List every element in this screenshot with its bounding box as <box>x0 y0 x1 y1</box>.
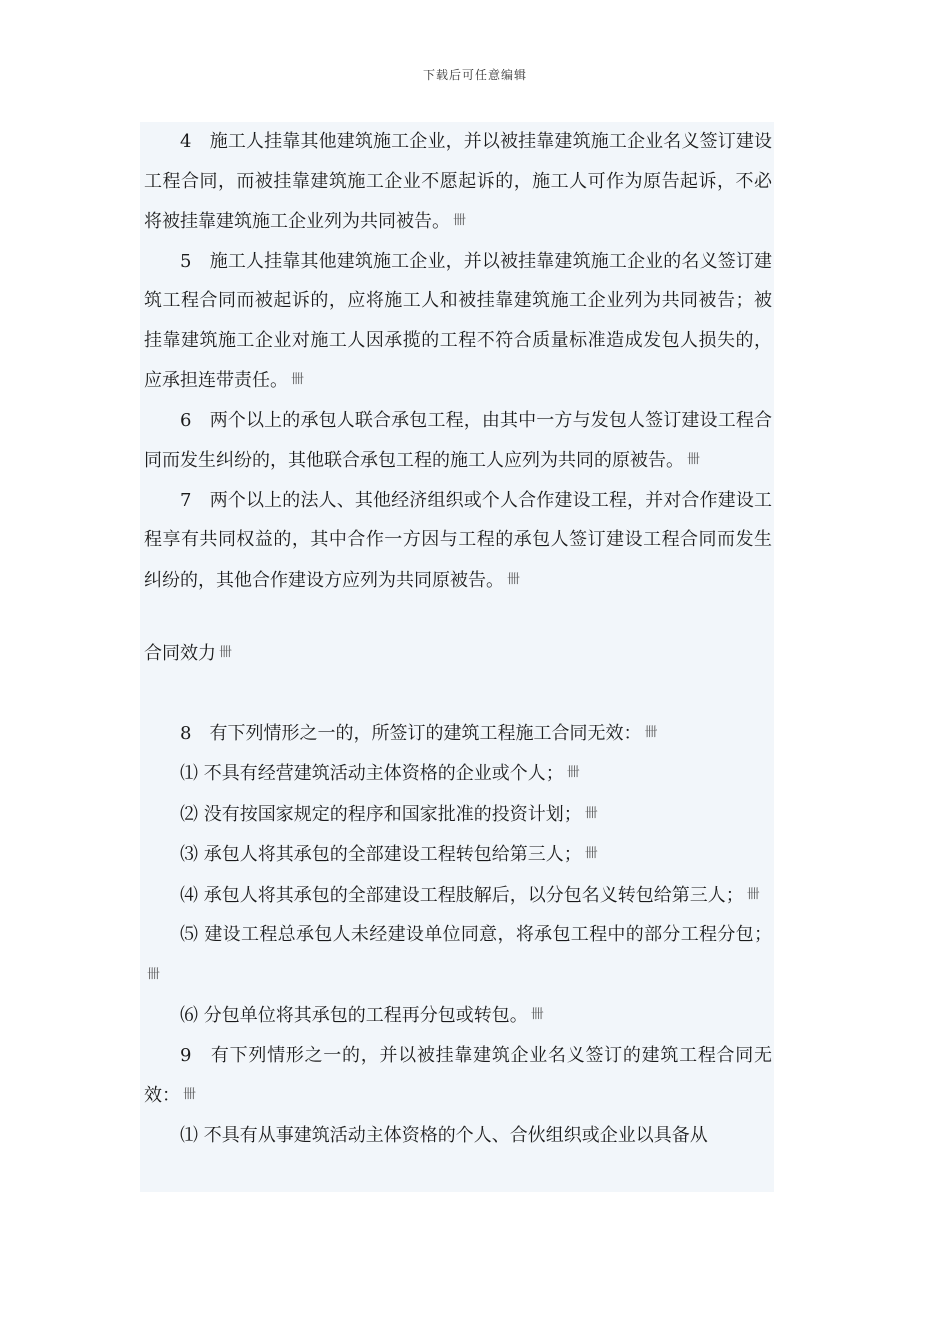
clause-text: ⑹ 分包单位将其承包的工程再分包或转包。 <box>180 1005 528 1026</box>
section-heading <box>144 633 772 674</box>
paragraph-6 <box>144 401 772 481</box>
clause-text: ⑷ 承包人将其承包的全部建设工程肢解后，以分包名义转包给第三人； <box>180 884 744 906</box>
clause-8-item-2 <box>144 794 772 835</box>
document-body <box>140 122 774 1192</box>
paragraph-text: 6 两个以上的承包人联合承包工程，由其中一方与发包人签订建设工程合同而发生纠纷的，其他联合承包工程的施工人应列为共同的原被告。 <box>144 409 772 471</box>
document-text <box>144 122 772 1155</box>
paragraph-4 <box>144 122 772 242</box>
paragraph-text: 4 施工人挂靠其他建筑施工企业，并以被挂靠建筑施工企业名义签订建设工程合同，而被挂靠建筑施工企业不愿起诉的，施工人可作为原告起诉，不必将被挂靠建筑施工企业列为共同被告。 <box>144 131 772 232</box>
paragraph-mark-icon: 卌 <box>687 452 701 467</box>
paragraph-7 <box>144 481 772 601</box>
spacer <box>144 600 772 633</box>
paragraph-mark-icon: 卌 <box>507 571 521 587</box>
paragraph-mark-icon: 卌 <box>291 372 305 387</box>
paragraph-mark-icon: 卌 <box>147 966 161 982</box>
paragraph-mark-icon: 卌 <box>183 1087 197 1102</box>
clause-8-item-4 <box>144 875 772 916</box>
page-header: 下载后可任意编辑 <box>422 68 527 82</box>
clause-8-item-1 <box>144 753 772 794</box>
clause-8-item-6 <box>144 995 772 1036</box>
paragraph-mark-icon: 卌 <box>530 1007 544 1022</box>
clause-text: ⑴ 不具有从事建筑活动主体资格的个人、合伙组织或企业以具备从 <box>180 1124 708 1146</box>
paragraph-mark-icon: 卌 <box>584 805 598 821</box>
clause-text: ⑴ 不具有经营建筑活动主体资格的企业或个人； <box>180 763 564 784</box>
section-heading-text: 合同效力 <box>144 643 216 664</box>
paragraph-mark-icon: 卌 <box>566 765 580 780</box>
clause-text: 8 有下列情形之一的，所签订的建筑工程施工合同无效： <box>180 722 642 744</box>
paragraph-text: 7 两个以上的法人、其他经济组织或个人合作建设工程，并对合作建设工程享有共同权益的，其中合作一方因与工程的承包人签订建设工程合同而发生纠纷的，其他合作建设方应列为共同原被告。 <box>144 489 772 591</box>
clause-9-item-1 <box>144 1116 772 1156</box>
clause-text: ⑶ 承包人将其承包的全部建设工程转包给第三人； <box>180 844 582 865</box>
paragraph-mark-icon: 卌 <box>746 886 760 902</box>
paragraph-mark-icon: 卌 <box>584 846 598 861</box>
clause-text: 9 有下列情形之一的，并以被挂靠建筑企业名义签订的建筑工程合同无效： <box>144 1044 772 1106</box>
paragraph-mark-icon: 卌 <box>644 724 658 740</box>
paragraph-mark-icon: 卌 <box>219 645 233 660</box>
clause-9 <box>144 1036 772 1116</box>
spacer <box>144 674 772 713</box>
paragraph-mark-icon: 卌 <box>453 213 467 228</box>
clause-8-item-5 <box>144 915 772 995</box>
clause-text: ⑸ 建设工程总承包人未经建设单位同意，将承包工程中的部分工程分包； <box>180 924 772 945</box>
paragraph-5 <box>144 242 772 401</box>
clause-text: ⑵ 没有按国家规定的程序和国家批准的投资计划； <box>180 803 582 825</box>
clause-8 <box>144 713 772 754</box>
paragraph-text: 5 施工人挂靠其他建筑施工企业，并以被挂靠建筑施工企业的名义签订建筑工程合同而被起诉的，应将施工人和被挂靠建筑施工企业列为共同被告；被挂靠建筑施工企业对施工人因承揽的工程不符合质量标准造成发包人损失的，应承担连带责任。 <box>144 250 772 391</box>
clause-8-item-3 <box>144 834 772 875</box>
